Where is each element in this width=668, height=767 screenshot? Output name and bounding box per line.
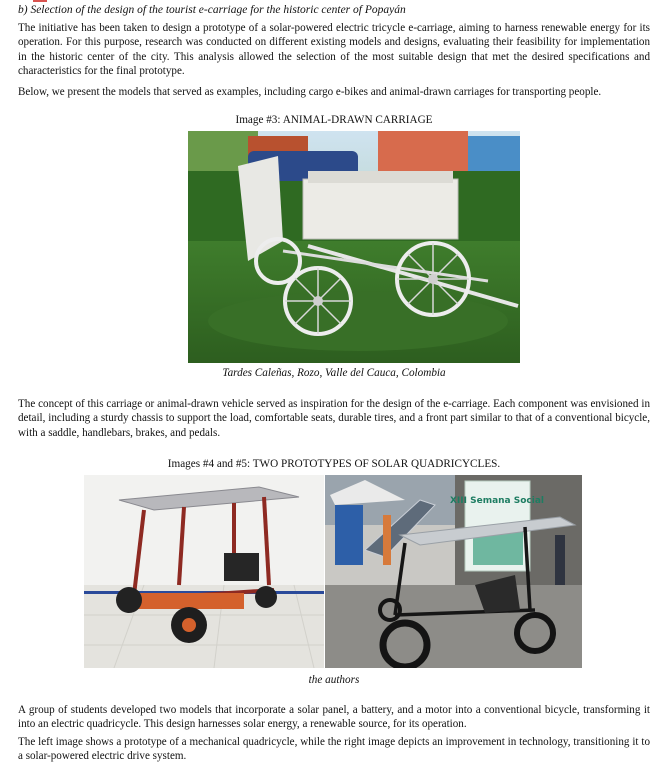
figure3-credit: Tardes Caleñas, Rozo, Valle del Cauca, Colombia	[222, 367, 446, 379]
red-mark	[33, 0, 47, 2]
closing-paragraph-1: A group of students developed two models that incorporate a solar panel, a battery, and a motor into a conventional bicycle, transforming it into an electric quadricycle. This design harnesses solar energy, a renewable source, for its operation.	[18, 704, 650, 731]
figure45-caption: Images #4 and #5: TWO PROTOTYPES OF SOLAR QUADRICYCLES.	[167, 458, 501, 470]
section-heading: b) Selection of the design of the tourist e-carriage for the historic center of Popayán	[18, 4, 406, 16]
concept-paragraph: The concept of this carriage or animal-drawn vehicle served as inspiration for the design of the e-carriage. Each component was envisioned in detail, including a sturdy chassis to support the load, comfortable seats, durable tires, and a front part similar to that of a conventional bicycle, with a saddle, handlebars, brakes, and pedals.	[18, 398, 650, 439]
closing-paragraph-2: The left image shows a prototype of a mechanical quadricycle, while the right image depicts an improvement in technology, transitioning it to a solar-powered electric drive system.	[18, 736, 650, 763]
intro-paragraph-2: Below, we present the models that served as examples, including cargo e-bikes and animal-drawn carriages for transporting people.	[18, 86, 602, 98]
figure3-caption: Image #3: ANIMAL-DRAWN CARRIAGE	[235, 114, 433, 126]
mechanical-quadricycle-photo	[84, 475, 324, 668]
figure45-credit: the authors	[308, 674, 360, 686]
banner-text: XIII Semana Social	[449, 496, 545, 506]
intro-paragraph-1: The initiative has been taken to design a prototype of a solar-powered electric tricycle e-carriage, aiming to harness renewable energy for its operation. For this purpose, research was conducted on different existing models and designs, evaluating their feasibility for implementation in the historic center of the city. This analysis allowed the selection of the most suitable design that met the desired specifications and characteristics for the final prototype.	[18, 22, 650, 77]
solar-quadricycle-photo	[325, 475, 582, 668]
carriage-photo	[188, 131, 520, 363]
